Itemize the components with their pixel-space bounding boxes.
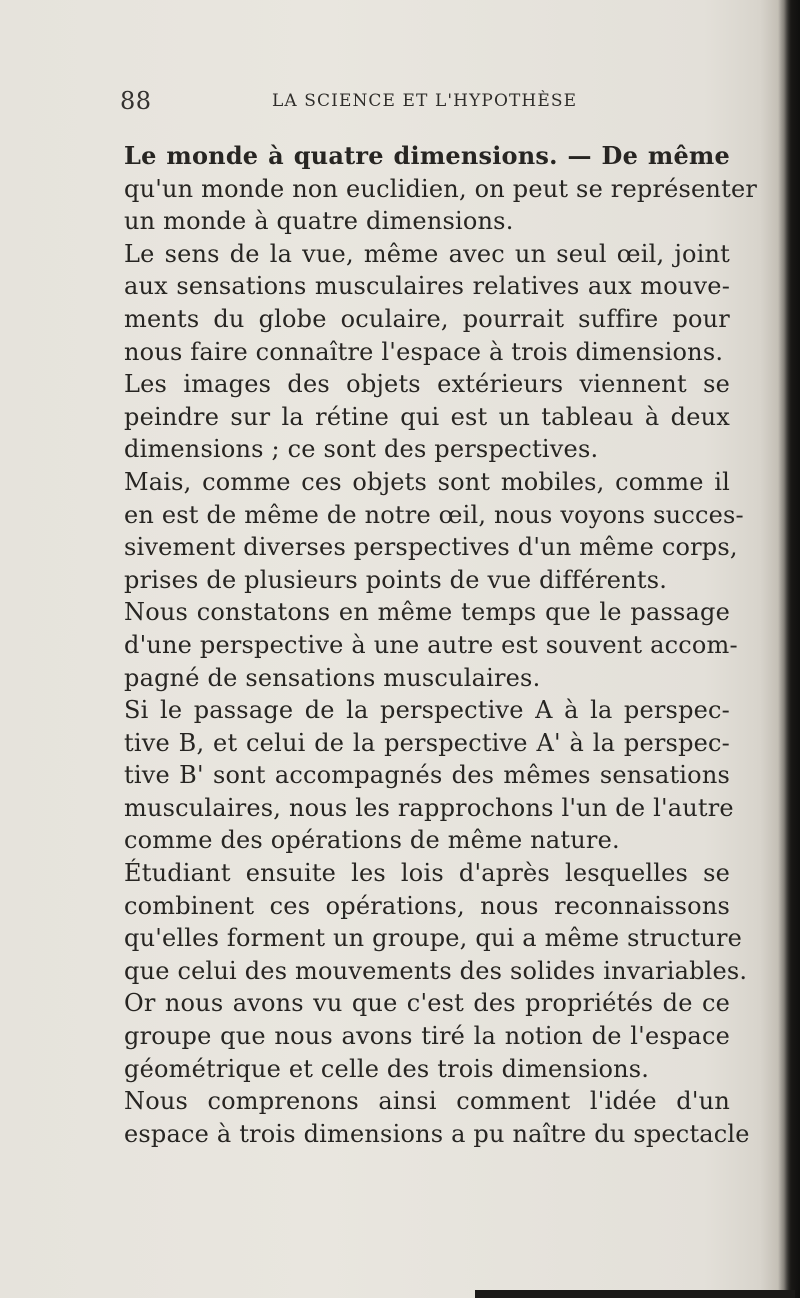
- text-line: qu'un monde non euclidien, on peut se représenter: [124, 174, 758, 203]
- text-line: Les images des objets extérieurs viennent se: [124, 370, 730, 399]
- text-line: peindre sur la rétine qui est un tableau à deux: [124, 402, 730, 431]
- text-line: dimensions ; ce sont des perspectives.: [124, 435, 599, 464]
- text-line: Si le passage de la perspective A à la perspec-: [124, 696, 730, 725]
- text-line: nous faire connaître l'espace à trois dimensions.: [124, 337, 724, 366]
- text-line: un monde à quatre dimensions.: [124, 207, 514, 236]
- text-line: comme des opérations de même nature.: [124, 826, 620, 855]
- text-line: aux sensations musculaires relatives aux mouve-: [124, 272, 730, 301]
- text-line: Nous comprenons ainsi comment l'idée d'un: [124, 1087, 730, 1116]
- text-line: Le sens de la vue, même avec un seul œil, joint: [124, 239, 730, 268]
- running-title: LA SCIENCE ET L'HYPOTHÈSE: [272, 91, 578, 111]
- text-line: tive B' sont accompagnés des mêmes sensations: [124, 761, 730, 790]
- text-line: groupe que nous avons tiré la notion de l'espace: [124, 1022, 730, 1051]
- text-line: espace à trois dimensions a pu naître du spectacle: [124, 1119, 750, 1148]
- text-line: en est de même de notre œil, nous voyons succes-: [124, 500, 744, 529]
- text-line: sivement diverses perspectives d'un même corps,: [124, 533, 738, 562]
- page-number: 88: [120, 87, 152, 115]
- text-line: Étudiant ensuite les lois d'après lesquelles se: [124, 859, 730, 888]
- text-line: ments du globe oculaire, pourrait suffire pour: [124, 304, 730, 333]
- text-line: combinent ces opérations, nous reconnaissons: [124, 891, 730, 920]
- body-text: [124, 140, 758, 1150]
- text-line: tive B, et celui de la perspective A' à la perspec-: [124, 728, 730, 757]
- text-line: prises de plusieurs points de vue différents.: [124, 565, 668, 594]
- text-line: pagné de sensations musculaires.: [124, 663, 541, 692]
- text-line: qu'elles forment un groupe, qui a même structure: [124, 924, 743, 953]
- page-edge-shadow: [778, 0, 800, 1298]
- page-header: [120, 87, 740, 117]
- text-line: Mais, comme ces objets sont mobiles, comme il: [124, 467, 730, 496]
- text-line: musculaires, nous les rapprochons l'un de l'autre: [124, 793, 734, 822]
- text-line: géométrique et celle des trois dimensions.: [124, 1054, 650, 1083]
- text-line: d'une perspective à une autre est souvent accom-: [124, 630, 738, 659]
- text-line: que celui des mouvements des solides invariables.: [124, 956, 748, 985]
- text-line: Nous constatons en même temps que le passage: [124, 598, 730, 627]
- text-line: Or nous avons vu que c'est des propriétés de ce: [124, 989, 730, 1018]
- bottom-edge-rule: [475, 1290, 795, 1298]
- section-heading-line: Le monde à quatre dimensions. — De même: [124, 141, 730, 170]
